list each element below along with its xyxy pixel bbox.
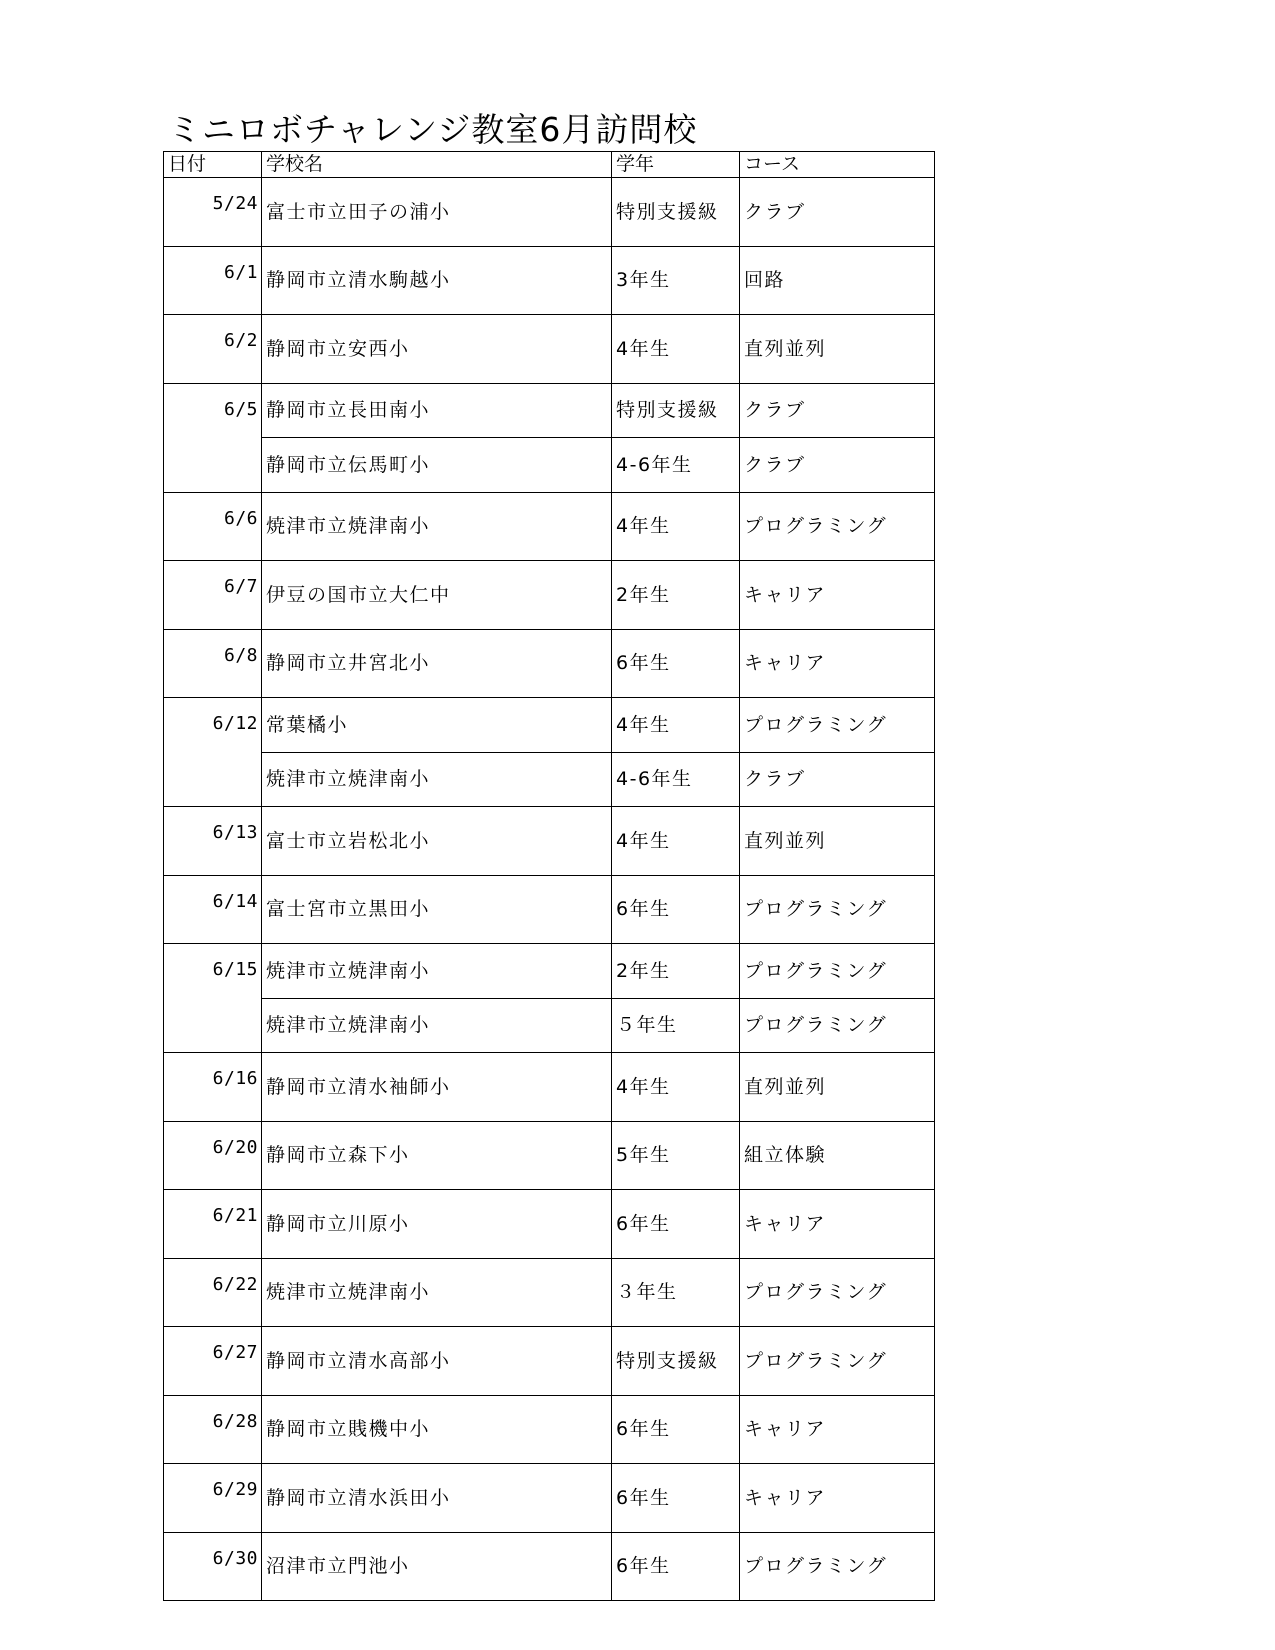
cell-school: 静岡市立賎機中小 [262, 1395, 612, 1464]
table-row [164, 1327, 935, 1396]
cell-date: 6/29 [164, 1464, 262, 1533]
cell-school: 焼津市立焼津南小 [262, 1258, 612, 1327]
cell-course: プログラミング [740, 998, 935, 1053]
table-row [164, 1258, 935, 1327]
cell-date: 5/24 [164, 178, 262, 247]
table-row [164, 1121, 935, 1190]
cell-school: 沼津市立門池小 [262, 1532, 612, 1601]
table-row [164, 998, 935, 1053]
cell-course: プログラミング [740, 492, 935, 561]
cell-grade: 6年生 [612, 629, 740, 698]
cell-school: 静岡市立森下小 [262, 1121, 612, 1190]
cell-date: 6/8 [164, 629, 262, 698]
cell-grade: 4年生 [612, 807, 740, 876]
table-header-row [164, 152, 935, 178]
cell-school: 富士宮市立黒田小 [262, 875, 612, 944]
cell-course: プログラミング [740, 1327, 935, 1396]
cell-grade: 5年生 [612, 1121, 740, 1190]
cell-school: 常葉橘小 [262, 698, 612, 753]
cell-date: 6/13 [164, 807, 262, 876]
cell-grade: 4-6年生 [612, 752, 740, 807]
cell-date: 6/14 [164, 875, 262, 944]
cell-course: 組立体験 [740, 1121, 935, 1190]
cell-school: 静岡市立清水高部小 [262, 1327, 612, 1396]
header-date: 日付 [164, 152, 262, 178]
cell-course: キャリア [740, 1395, 935, 1464]
cell-school: 焼津市立焼津南小 [262, 492, 612, 561]
cell-school: 焼津市立焼津南小 [262, 944, 612, 999]
cell-date: 6/6 [164, 492, 262, 561]
table-row [164, 1532, 935, 1601]
cell-grade: 特別支援級 [612, 178, 740, 247]
cell-course: キャリア [740, 561, 935, 630]
table-row [164, 807, 935, 876]
cell-date: 6/12 [164, 698, 262, 807]
table-row [164, 492, 935, 561]
cell-school: 伊豆の国市立大仁中 [262, 561, 612, 630]
table-row [164, 315, 935, 384]
cell-school: 静岡市立清水浜田小 [262, 1464, 612, 1533]
cell-date: 6/15 [164, 944, 262, 1053]
table-row [164, 178, 935, 247]
cell-school: 焼津市立焼津南小 [262, 998, 612, 1053]
cell-date: 6/22 [164, 1258, 262, 1327]
table-row [164, 1395, 935, 1464]
cell-grade: 4年生 [612, 315, 740, 384]
cell-school: 静岡市立伝馬町小 [262, 438, 612, 493]
cell-school: 静岡市立清水袖師小 [262, 1053, 612, 1122]
cell-grade: 特別支援級 [612, 383, 740, 438]
cell-grade: 2年生 [612, 561, 740, 630]
cell-course: クラブ [740, 438, 935, 493]
table-row [164, 1053, 935, 1122]
cell-school: 富士市立岩松北小 [262, 807, 612, 876]
cell-grade: 4年生 [612, 1053, 740, 1122]
cell-date: 6/27 [164, 1327, 262, 1396]
cell-date: 6/30 [164, 1532, 262, 1601]
cell-grade: 3年生 [612, 246, 740, 315]
cell-course: プログラミング [740, 944, 935, 999]
cell-course: キャリア [740, 629, 935, 698]
cell-date: 6/16 [164, 1053, 262, 1122]
table-row [164, 383, 935, 438]
cell-grade: 6年生 [612, 1190, 740, 1259]
table-body [164, 178, 935, 1601]
table-row [164, 752, 935, 807]
cell-course: 直列並列 [740, 807, 935, 876]
cell-course: クラブ [740, 178, 935, 247]
cell-course: クラブ [740, 752, 935, 807]
header-school: 学校名 [262, 152, 612, 178]
cell-course: キャリア [740, 1190, 935, 1259]
cell-date: 6/7 [164, 561, 262, 630]
cell-grade: 2年生 [612, 944, 740, 999]
cell-school: 静岡市立長田南小 [262, 383, 612, 438]
cell-course: プログラミング [740, 1258, 935, 1327]
cell-school: 静岡市立川原小 [262, 1190, 612, 1259]
cell-grade: 6年生 [612, 1464, 740, 1533]
visit-schedule-table [163, 151, 935, 1601]
header-grade: 学年 [612, 152, 740, 178]
cell-course: プログラミング [740, 875, 935, 944]
table-row [164, 944, 935, 999]
table-row [164, 875, 935, 944]
cell-grade: 6年生 [612, 875, 740, 944]
table-row [164, 1464, 935, 1533]
cell-school: 静岡市立清水駒越小 [262, 246, 612, 315]
cell-date: 6/1 [164, 246, 262, 315]
cell-date: 6/2 [164, 315, 262, 384]
header-course: コース [740, 152, 935, 178]
table-row [164, 698, 935, 753]
cell-grade: ５年生 [612, 998, 740, 1053]
table-row [164, 438, 935, 493]
cell-school: 静岡市立井宮北小 [262, 629, 612, 698]
cell-course: プログラミング [740, 1532, 935, 1601]
cell-course: 回路 [740, 246, 935, 315]
cell-course: 直列並列 [740, 1053, 935, 1122]
cell-school: 焼津市立焼津南小 [262, 752, 612, 807]
cell-course: クラブ [740, 383, 935, 438]
page-title: ミニロボチャレンジ教室6月訪問校 [168, 110, 698, 149]
cell-date: 6/5 [164, 383, 262, 492]
cell-course: 直列並列 [740, 315, 935, 384]
cell-course: プログラミング [740, 698, 935, 753]
cell-grade: 4年生 [612, 698, 740, 753]
cell-grade: 4年生 [612, 492, 740, 561]
cell-school: 静岡市立安西小 [262, 315, 612, 384]
cell-grade: 4-6年生 [612, 438, 740, 493]
table-row [164, 561, 935, 630]
cell-date: 6/21 [164, 1190, 262, 1259]
cell-grade: ３年生 [612, 1258, 740, 1327]
table-row [164, 246, 935, 315]
cell-grade: 6年生 [612, 1532, 740, 1601]
cell-date: 6/28 [164, 1395, 262, 1464]
cell-course: キャリア [740, 1464, 935, 1533]
cell-date: 6/20 [164, 1121, 262, 1190]
table-row [164, 1190, 935, 1259]
cell-grade: 特別支援級 [612, 1327, 740, 1396]
table-row [164, 629, 935, 698]
cell-school: 富士市立田子の浦小 [262, 178, 612, 247]
cell-grade: 6年生 [612, 1395, 740, 1464]
